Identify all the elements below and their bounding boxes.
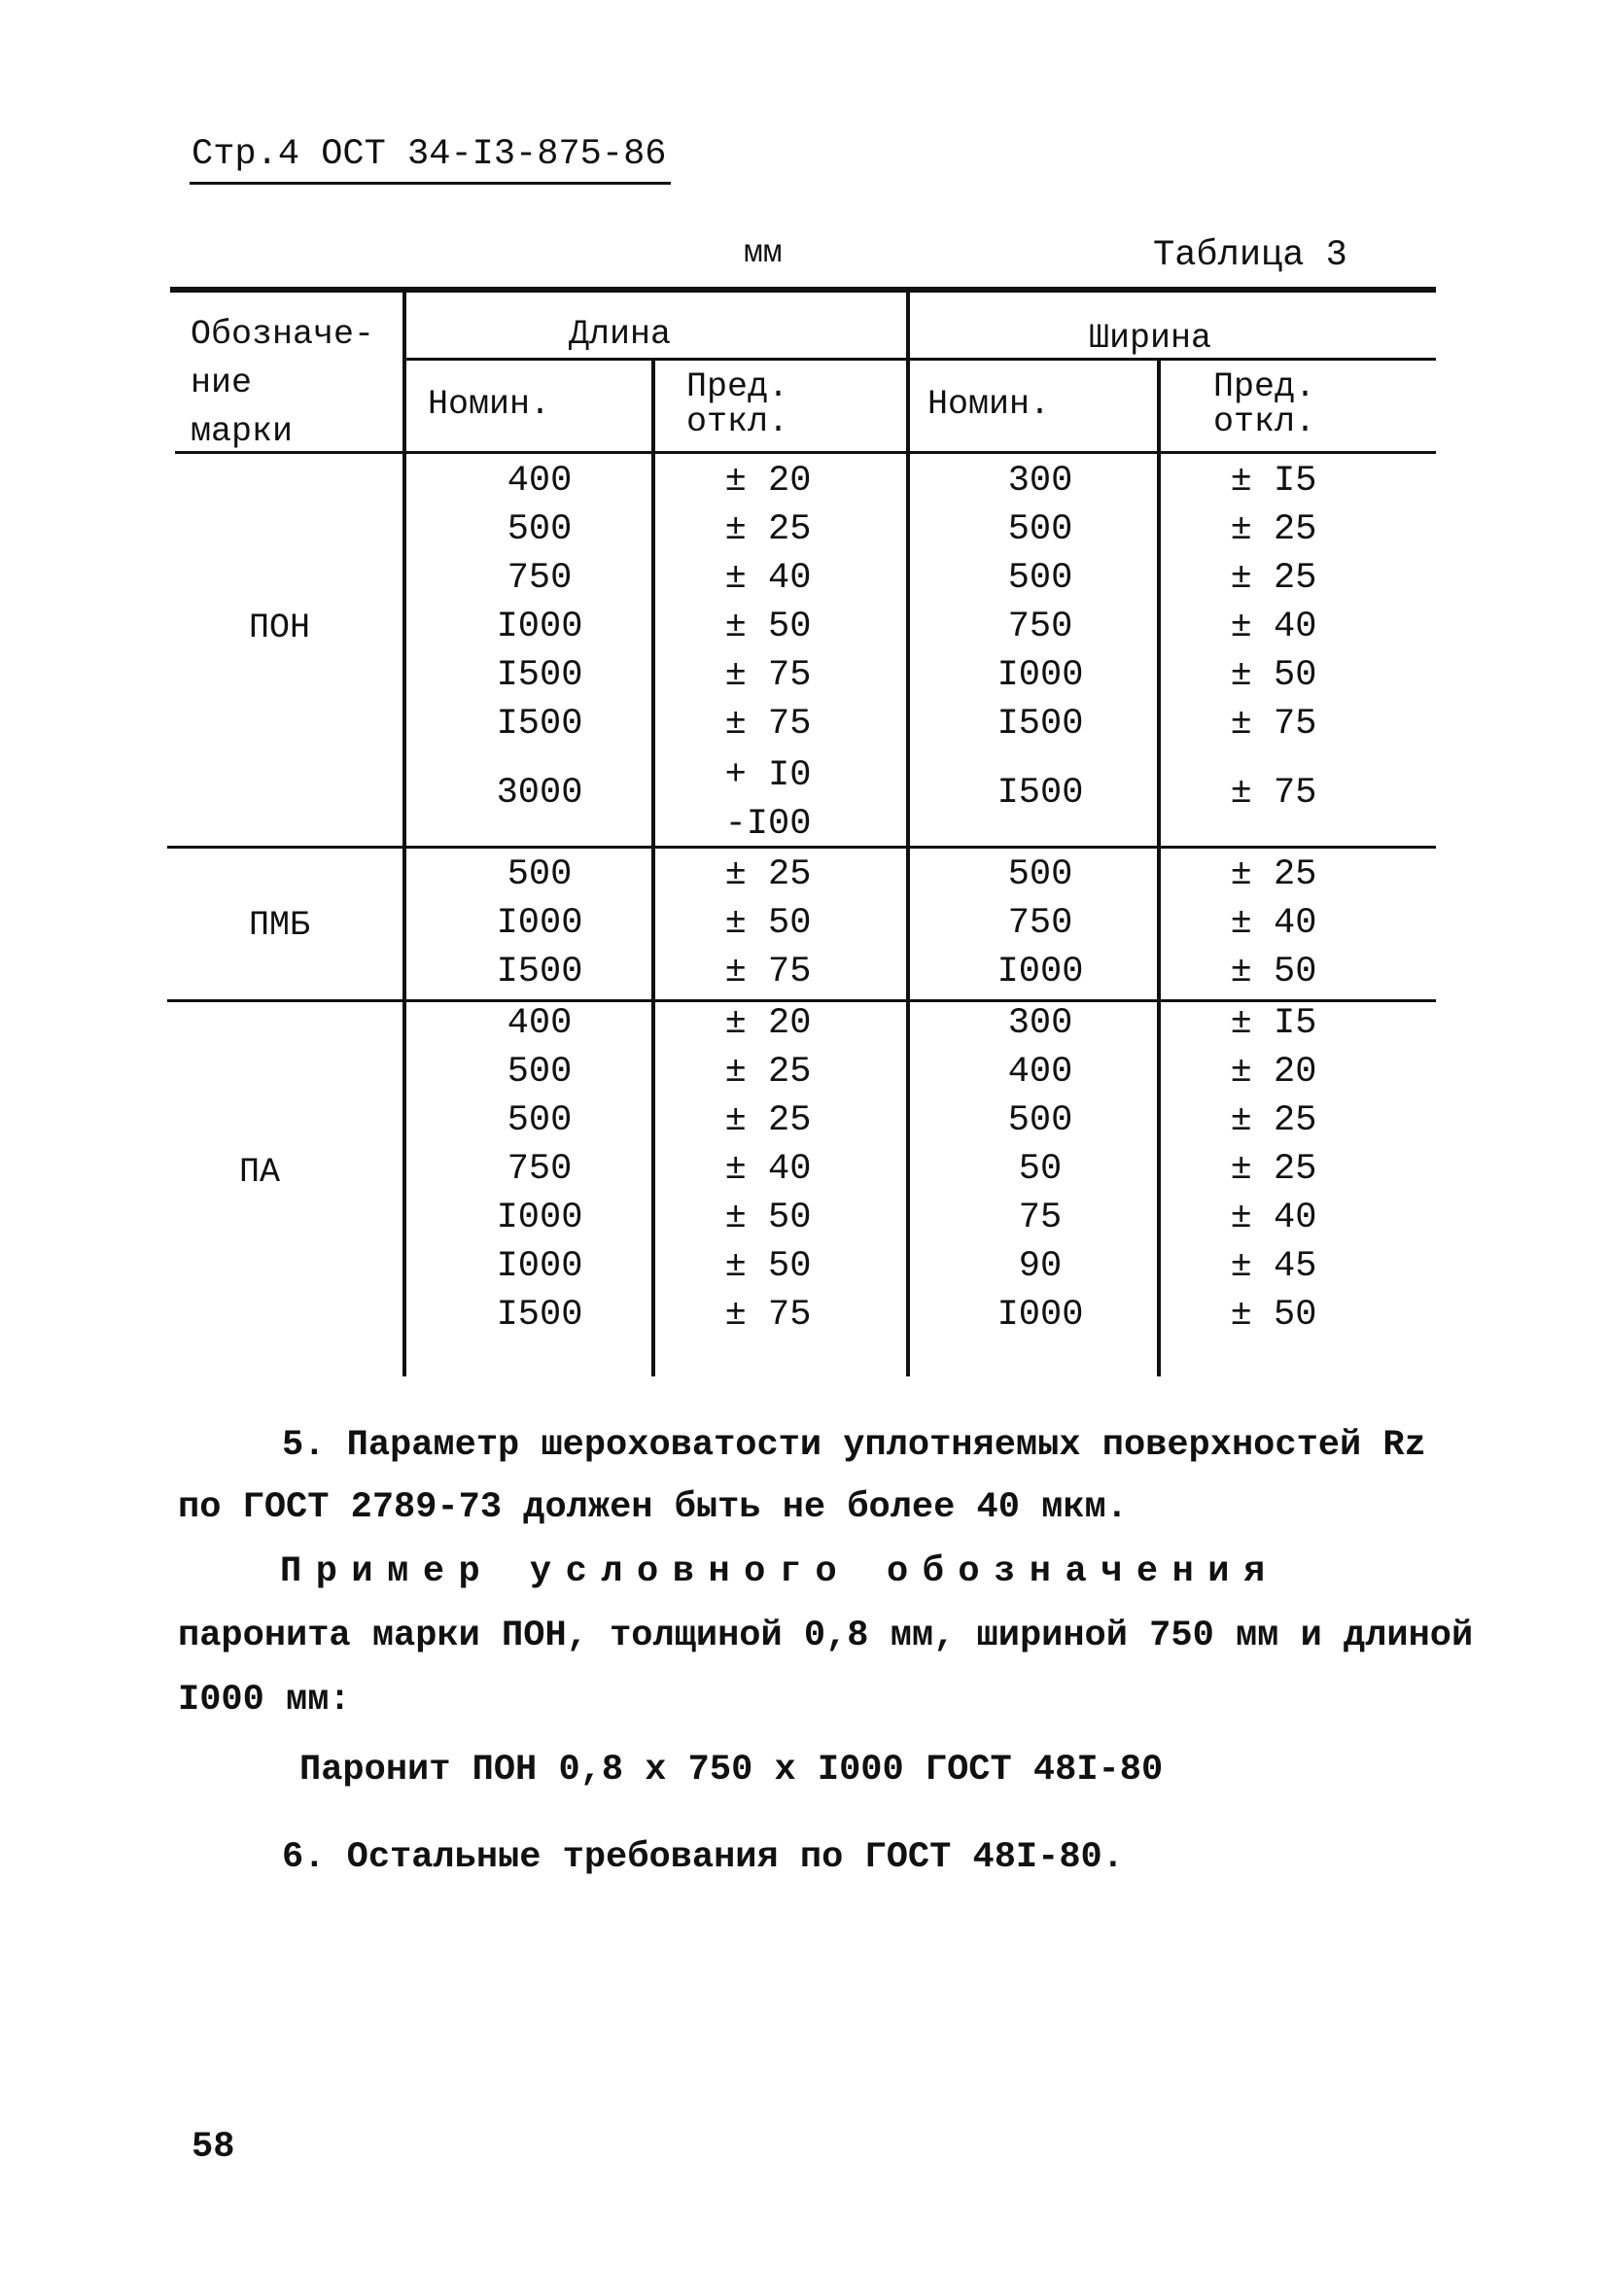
paragraph-6: 6. Остальные требования по ГОСТ 48I-80.: [282, 1837, 1124, 1878]
table-cell: 50: [1018, 1149, 1063, 1190]
table-cell: 400: [507, 461, 573, 502]
table-cell: I500: [496, 1295, 583, 1336]
table-cell: I500: [496, 704, 583, 745]
table-cell: ± 20: [724, 461, 812, 502]
table-cell: 500: [1007, 1100, 1073, 1141]
table-cell: 300: [1007, 1003, 1073, 1044]
table-cell: ± 50: [724, 1246, 812, 1287]
table-cell: 500: [507, 509, 573, 550]
group-divider-2: [167, 999, 1436, 1002]
table-cell: ± 50: [1230, 1295, 1317, 1336]
table-cell: I000: [496, 903, 583, 944]
table-cell: I000: [496, 607, 583, 647]
table-cell: 750: [1007, 607, 1073, 647]
table-cell: ± 25: [1230, 558, 1317, 599]
table-cell: 500: [507, 1052, 573, 1093]
table-cell: ± 75: [724, 655, 812, 696]
table-cell: ± 40: [1230, 607, 1317, 647]
header-length-nominal: Номин.: [428, 385, 551, 424]
group-mark-pmb: ПМБ: [249, 906, 311, 945]
header-underline: [190, 182, 671, 185]
designation-example: Паронит ПОН 0,8 х 750 х I000 ГОСТ 48I-80: [299, 1750, 1164, 1791]
table-cell: ± 50: [724, 903, 812, 944]
table-cell: ± 25: [724, 1052, 812, 1093]
table-cell: ± 40: [724, 558, 812, 599]
table-cell: ± 75: [1230, 773, 1317, 814]
table-cell: -I00: [724, 804, 812, 845]
table-cell: ± I5: [1230, 1003, 1317, 1044]
table-cell: ± 25: [1230, 1149, 1317, 1190]
table-cell: ± 25: [1230, 854, 1317, 895]
header-subrule: [406, 358, 1436, 361]
table-cell: 400: [1007, 1052, 1073, 1093]
table-cell: 300: [1007, 461, 1073, 502]
page-header: Стр.4 ОСТ 34-I3-875-86: [192, 134, 667, 175]
table-cell: + I0: [724, 755, 812, 796]
table-cell: ± 20: [1230, 1052, 1317, 1093]
table-cell: ± 50: [1230, 655, 1317, 696]
column-divider-length-dev: [651, 360, 655, 1376]
table-title: Таблица 3: [1153, 235, 1347, 276]
table-cell: 500: [507, 854, 573, 895]
table-cell: ± 25: [724, 854, 812, 895]
paragraph-5-line1: 5. Параметр шероховатости уплотняемых поверхностей Rz: [282, 1425, 1426, 1466]
table-cell: I500: [496, 952, 583, 992]
table-cell: ± 25: [724, 509, 812, 550]
header-length-dev-line2: откл.: [686, 402, 789, 441]
group-divider-1: [167, 846, 1436, 849]
header-width: Ширина: [1089, 319, 1212, 358]
header-width-dev-line1: Пред.: [1213, 367, 1316, 406]
header-mark-line3: марки: [191, 412, 294, 451]
table-cell: I000: [496, 1198, 583, 1238]
table-cell: 75: [1018, 1198, 1063, 1238]
table-cell: 90: [1018, 1246, 1063, 1287]
example-heading: Пример условного обозначения: [280, 1551, 1279, 1592]
table-cell: ± 50: [724, 1198, 812, 1238]
table-top-rule: [170, 287, 1436, 293]
table-cell: 750: [507, 558, 573, 599]
table-cell: I500: [496, 655, 583, 696]
table-cell: 500: [1007, 854, 1073, 895]
table-cell: ± 25: [724, 1100, 812, 1141]
table-cell: ± 45: [1230, 1246, 1317, 1287]
table-cell: I500: [996, 773, 1084, 814]
table-cell: ± 40: [724, 1149, 812, 1190]
header-width-nominal: Номин.: [927, 385, 1051, 424]
table-cell: 750: [1007, 903, 1073, 944]
table-cell: 500: [507, 1100, 573, 1141]
paragraph-5-line2: по ГОСТ 2789-73 должен быть не более 40 мкм.: [178, 1487, 1128, 1528]
example-line1: паронита марки ПОН, толщиной 0,8 мм, шириной 750 мм и длиной: [178, 1616, 1474, 1656]
table-cell: I000: [996, 655, 1084, 696]
header-bottom-rule: [175, 451, 1436, 454]
table-cell: ± 40: [1230, 1198, 1317, 1238]
table-cell: 750: [507, 1149, 573, 1190]
column-divider-width-dev: [1157, 360, 1161, 1376]
table-cell: I000: [496, 1246, 583, 1287]
column-divider-width: [906, 290, 910, 1376]
table-cell: ± 75: [724, 704, 812, 745]
table-cell: ± 75: [724, 952, 812, 992]
header-mark-line1: Обозначе-: [191, 315, 375, 354]
example-line2: I000 мм:: [178, 1680, 351, 1721]
header-length: Длина: [569, 315, 672, 354]
table-unit: мм: [744, 235, 783, 271]
group-mark-pon: ПОН: [249, 609, 311, 647]
group-mark-pa: ПА: [239, 1153, 281, 1192]
table-cell: 3000: [496, 773, 583, 814]
column-divider-mark: [402, 290, 406, 1376]
header-width-dev-line2: откл.: [1213, 402, 1316, 441]
table-cell: 500: [1007, 558, 1073, 599]
table-cell: ± 40: [1230, 903, 1317, 944]
table-cell: ± 20: [724, 1003, 812, 1044]
table-cell: ± 50: [724, 607, 812, 647]
table-cell: ± 25: [1230, 1100, 1317, 1141]
table-cell: 400: [507, 1003, 573, 1044]
page-number: 58: [192, 2127, 235, 2168]
table-cell: I000: [996, 1295, 1084, 1336]
table-cell: 500: [1007, 509, 1073, 550]
table-cell: ± 25: [1230, 509, 1317, 550]
table-cell: ± 75: [1230, 704, 1317, 745]
header-length-dev-line1: Пред.: [686, 367, 789, 406]
table-cell: I500: [996, 704, 1084, 745]
header-mark-line2: ние: [191, 364, 253, 402]
table-cell: I000: [996, 952, 1084, 992]
table-cell: ± I5: [1230, 461, 1317, 502]
table-cell: ± 75: [724, 1295, 812, 1336]
table-cell: ± 50: [1230, 952, 1317, 992]
